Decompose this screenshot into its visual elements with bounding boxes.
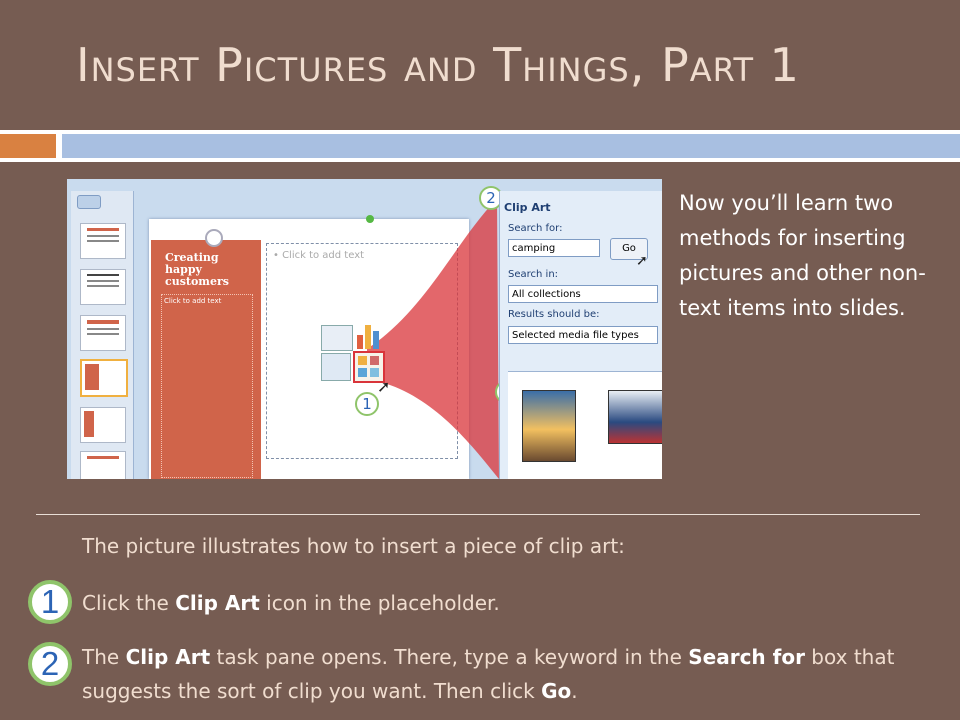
pane-title: Clip Art bbox=[504, 201, 551, 214]
placeholder-text: • Click to add text bbox=[273, 250, 365, 261]
table-icon[interactable] bbox=[321, 325, 353, 351]
header-band-orange bbox=[0, 134, 56, 158]
intro-text: The picture illustrates how to insert a piece of clip art: bbox=[82, 534, 625, 558]
step-2-badge: 2 bbox=[28, 642, 72, 686]
side-text: Now you’ll learn two methods for inserting pictures and other non-text items into slides. bbox=[679, 191, 926, 320]
slide-title: Insert Pictures and Things, Part 1 bbox=[76, 38, 800, 92]
text-placeholder-left[interactable]: Click to add text bbox=[161, 294, 253, 478]
step-1-badge: 1 bbox=[28, 580, 72, 624]
results-label: Results should be: bbox=[508, 309, 600, 320]
search-input[interactable]: camping bbox=[508, 239, 600, 257]
slide-heading: Creating happy customers bbox=[165, 251, 229, 288]
step-text: Click the bbox=[82, 591, 176, 615]
step-text: icon in the placeholder. bbox=[259, 591, 500, 615]
powerpoint-screenshot bbox=[67, 179, 662, 479]
mouse-pointer-icon: ➚ bbox=[377, 377, 391, 396]
search-in-select[interactable]: All collections bbox=[508, 285, 658, 303]
step-bold: Clip Art bbox=[175, 591, 260, 615]
step-text: task pane opens. There, type a keyword in the bbox=[210, 645, 689, 669]
results-select[interactable]: Selected media file types bbox=[508, 326, 658, 344]
red-spotlight-beam bbox=[367, 199, 499, 479]
mouse-pointer-icon: ➚ bbox=[636, 253, 648, 269]
step-text: The bbox=[82, 645, 126, 669]
clip-result-thumbnail[interactable] bbox=[608, 390, 662, 444]
step-text: . bbox=[571, 679, 578, 703]
divider-line bbox=[36, 514, 920, 515]
step-bold: Clip Art bbox=[125, 645, 211, 669]
callout-2: 2 bbox=[479, 186, 503, 210]
step-bold: Go bbox=[541, 679, 572, 703]
callout-1: 1 bbox=[355, 392, 379, 416]
search-for-label: Search for: bbox=[508, 223, 563, 234]
clip-result-thumbnail[interactable] bbox=[522, 390, 576, 462]
step-text: box that suggests the sort of clip you want. Then click bbox=[82, 645, 895, 703]
picture-icon[interactable] bbox=[321, 353, 351, 381]
results-area bbox=[508, 371, 662, 479]
step-1-text bbox=[82, 586, 942, 620]
chart-icon[interactable] bbox=[355, 321, 383, 349]
search-in-label: Search in: bbox=[508, 269, 559, 280]
step-bold: Search for bbox=[688, 645, 805, 669]
clip-art-task-pane bbox=[499, 191, 662, 479]
go-button[interactable]: Go bbox=[610, 238, 648, 260]
header-band-blue bbox=[62, 134, 960, 158]
step-2-text bbox=[82, 640, 942, 708]
